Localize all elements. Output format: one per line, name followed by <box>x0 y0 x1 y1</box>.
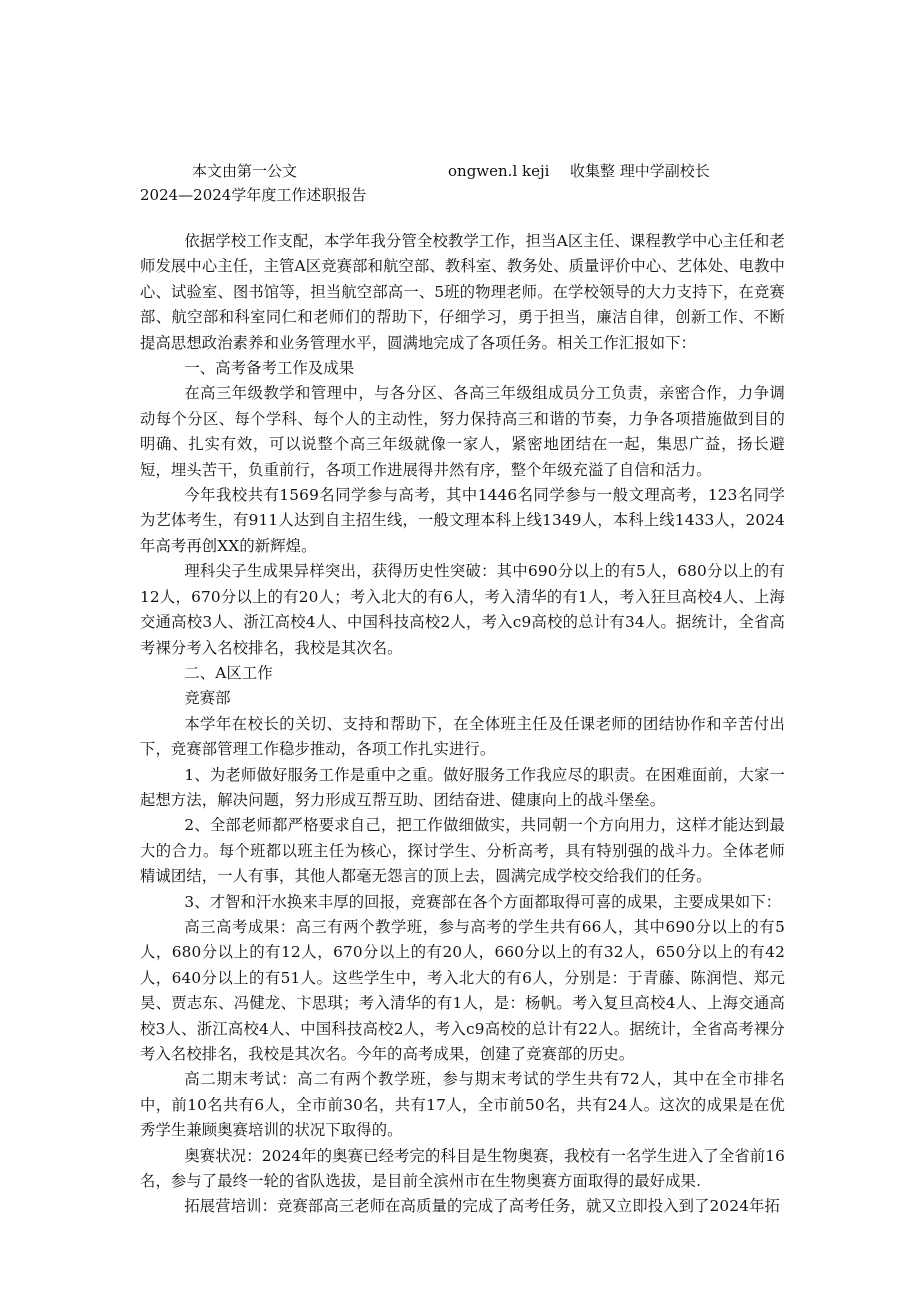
paragraph: 高三高考成果：高三有两个教学班，参与高考的学生共有66人，其中690分以上的有5人，680分以上的有12人，670分以上的有20人，660分以上的有32人，650分以上的有42人，640分以上的有51人。这些学生中，考入北大的有6人，分别是：于青藤、陈润恺、郑元昊、贾志东、冯健龙、卞思琪；考入清华的有1人，是：杨帆。考入复旦高校4人、上海交通高校3人、浙江高校4人、中国科技高校2人，考入c9高校的总计有22人。据统计，全省高考裸分考入名校排名，我校是其次名。今年的高考成果，创建了竞赛部的历史。 <box>140 917 785 1063</box>
section-heading-1: 一、高考备考工作及成果 <box>184 359 355 378</box>
document-title: 2024—2024学年度工作述职报告 <box>140 186 367 204</box>
document-body <box>140 229 785 1220</box>
header-source-middle: ongwen.l keji <box>448 162 550 180</box>
subsection-heading: 竞赛部 <box>184 689 231 708</box>
paragraph: 3、才智和汗水换来丰厚的回报，竞赛部在各个方面都取得可喜的成果，主要成果如下： <box>184 892 782 911</box>
paragraph: 今年我校共有1569名同学参与高考，其中1446名同学参与一般文理高考，123名同学为艺体考生，有911人达到自主招生线，一般文理本科上线1349人，本科上线1433人，2024年高考再创XX的新辉煌。 <box>140 486 785 555</box>
paragraph: 本学年在校长的关切、支持和帮助下，在全体班主任及任课老师的团结协作和辛苦付出下，竞赛部管理工作稳步推动，各项工作扎实进行。 <box>140 714 785 759</box>
section-heading-2: 二、A区工作 <box>184 663 273 682</box>
paragraph: 在高三年级教学和管理中，与各分区、各高三年级组成员分工负责，亲密合作，力争调动每个分区、每个学科、每个人的主动性，努力保持高三和谐的节奏，力争各项措施做到目的明确、扎实有效，可以说整个高三年级就像一家人，紧密地团结在一起，集思广益，扬长避短，埋头苦干，负重前行，各项工作进展得井然有序，整个年级充溢了自信和活力。 <box>140 384 785 479</box>
header-source-right: 收集整 理中学副校长 <box>570 162 710 180</box>
paragraph: 1、为老师做好服务工作是重中之重。做好服务工作我应尽的职责。在困难面前，大家一起想方法，解决问题，努力形成互帮互助、团结奋进、健康向上的战斗堡垒。 <box>140 765 785 809</box>
paragraph-intro: 依据学校工作支配，本学年我分管全校教学工作，担当A区主任、课程教学中心主任和老师发展中心主任，主管A区竞赛部和航空部、教科室、教务处、质量评价中心、艺体处、电教中心、试验室、图书馆等，担当航空部高一、5班的物理老师。在学校领导的大力支持下，在竞赛部、航空部和科室同仁和老师们的帮助下，仔细学习，勇于担当，廉洁自律，创新工作、不断提高思想政治素养和业务管理水平，圆满地完成了各项任务。相关工作汇报如下： <box>140 232 785 352</box>
paragraph: 理科尖子生成果异样突出，获得历史性突破：其中690分以上的有5人，680分以上的有12人，670分以上的有20人；考入北大的有6人，考入清华的有1人，考入狂旦高校4人、上海交通高校3人、浙江高校4人、中国科技高校2人，考入c9高校的总计有34人。据统计，全省高考裸分考入名校排名，我校是其次名。 <box>140 562 785 657</box>
paragraph: 高二期末考试：高二有两个教学班，参与期末考试的学生共有72人，其中在全市排名中，前10名共有6人，全市前30名，共有17人，全市前50名，共有24人。这次的成果是在优秀学生兼顾奥赛培训的状况下取得的。 <box>140 1070 785 1140</box>
paragraph: 奥赛状况：2024年的奥赛已经考完的科目是生物奥赛，我校有一名学生进入了全省前16名，参与了最终一轮的省队选拔，是目前全滨州市在生物奥赛方面取得的最好成果. <box>140 1146 785 1191</box>
paragraph: 拓展营培训：竞赛部高三老师在高质量的完成了高考任务，就又立即投入到了2024年拓 <box>184 1197 780 1216</box>
header-source-left: 本文由第一公文 <box>192 162 298 180</box>
paragraph: 2、全部老师都严格要求自己，把工作做细做实，共同朝一个方向用力，这样才能达到最大的合力。每个班都以班主任为核心，探讨学生、分析高考，具有特别强的战斗力。全体老师精诚团结，一人有事，其他人都毫无怨言的顶上去，圆满完成学校交给我们的任务。 <box>140 816 785 886</box>
